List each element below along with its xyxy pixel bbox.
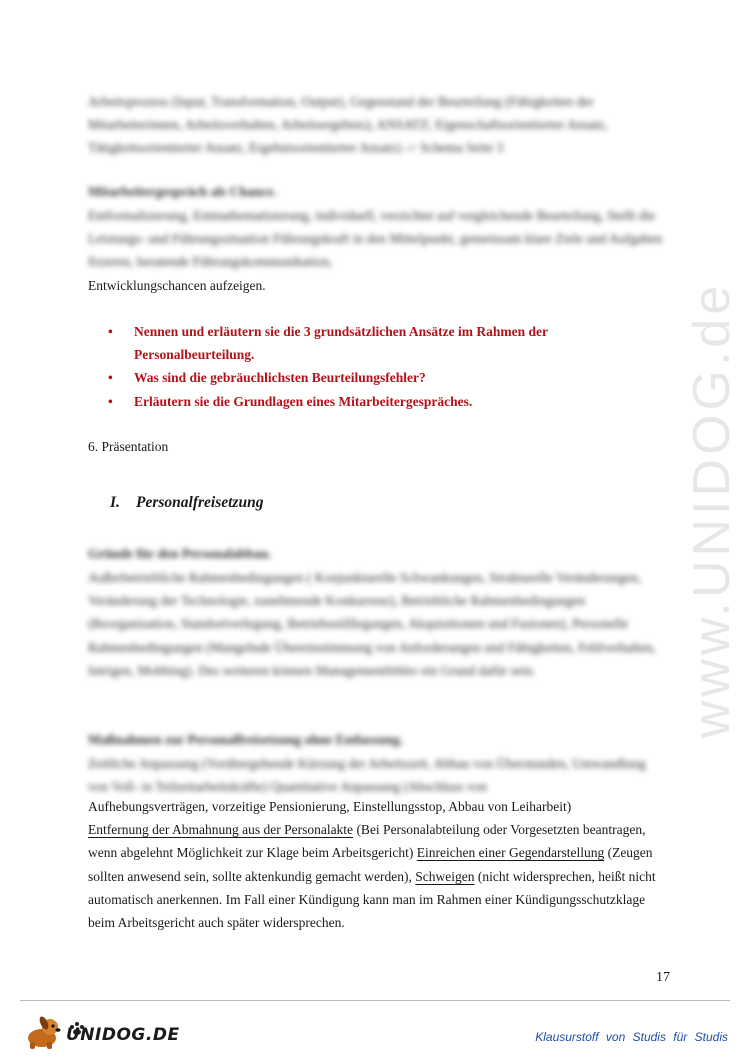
visible-paragraph-4 [88,795,668,934]
underlined-term-3: Schweigen [415,868,475,884]
blurred-paragraph-4: Zeitliche Anpassung (Vorübergehende Kürzung der Arbeitszeit, Abbau von Überstunden, Umwandlung von Voll- in Teilzeitarbeitskräfte) Quantitative Anpassung (Abschluss von [88,756,646,795]
blurred-heading-1: Mitarbeitergespräch als Chance. [88,184,277,199]
text-segment-1: (Bei Personalabteilung oder Vorgesetzten beantragen, wenn abgelehnt Möglichkeit zur Klage beim Arbeitsgericht) [88,822,646,861]
text-segment-2: (Zeugen sollten anwesend sein, sollte aktenkundig gemacht werden), [88,845,653,884]
question-item: • Was sind die gebräuchlichsten Beurteilungsfehler? [108,366,668,389]
question-item: • Erläutern sie die Grundlagen eines Mitarbeitergespräches. [108,390,668,413]
section-title-text: Personalfreisetzung [136,494,264,511]
footer-slogan: Klausurstoff von Studis für Studis [535,1030,728,1044]
blurred-heading-3: Maßnahmen zur Personalfreisetzung ohne Entlassung. [88,732,403,747]
presentation-heading: 6. Präsentation [88,439,169,454]
text-line-1: Aufhebungsverträgen, vorzeitige Pensionierung, Einstellungsstop, Abbau von Leiharbeit) [88,799,572,814]
question-list [108,320,668,413]
blurred-paragraph-2: Entformalisierung, Entmathematisierung, individuell, verzichtet auf vergleichende Beurteilung, Stellt die Leistungs- und Führungssituation Führungskraft in den Mittelpunkt, gemeinsam klare Ziele und Aufgaben fixieren, beratende Führungskommunikation, [88,208,663,270]
section-title [110,494,263,512]
watermark: www.UNIDOG.de [683,281,741,739]
blurred-heading-2: Gründe für den Personalabbau. [88,546,272,561]
question-item: • Nennen und erläutern sie die 3 grundsätzlichen Ansätze im Rahmen der Personalbeurteilung. [108,320,668,366]
blurred-paragraph-1: Arbeitsprozess (Input, Transformation, Output), Gegenstand der Beurteilung (Fähigkeiten der Mitarbeiterinnen, Arbeitsverhalten, Arbeitsergebnis), ANSATZ; Eigenschaftsorientierter Ansatz, Tätigkeitsorientierter Ansatz, Ergebnisorientierter Ansatz) -> Schema Seite 3 [88,94,608,156]
underlined-term-1: Entfernung der Abmahnung aus der Personalakte [88,822,354,838]
page-number: 17 [656,970,670,985]
blurred-paragraph-3: Außerbetriebliche Rahmenbedingungen ( Konjunkturelle Schwankungen, Strukturelle Veränderungen, Veränderung der Technologie, zunehmende Konkurrenz), Betriebliche Rahmenbedingungen (Reorganisation, Standortverlegung, Betriebsstilllegungen, Akquisitionen und Fusionen), Personelle Rahmenbedingungen (Mangelnde Übereinstimmung von Anforderungen und Fähigkeiten, Fehlverhalten, Intrigen, Mobbing). Des weiteren können Managementfehler ein Grund dafür sein. [88,570,656,678]
section-number: I. [110,494,120,511]
footer-logo-text: UNIDOG.DE [66,1025,180,1045]
underlined-term-2: Einreichen einer Gegendarstellung [416,845,605,861]
text-segment-3: (nicht widersprechen, heißt nicht automatisch anerkennen. Im Fall einer Kündigung kann man im Rahmen einer Kündigungsschutzklage beim Arbeitsgericht auch später widersprechen. [88,868,656,931]
footer-divider [20,1000,730,1001]
paragraph-end-text: Entwicklungschancen aufzeigen. [88,278,266,293]
